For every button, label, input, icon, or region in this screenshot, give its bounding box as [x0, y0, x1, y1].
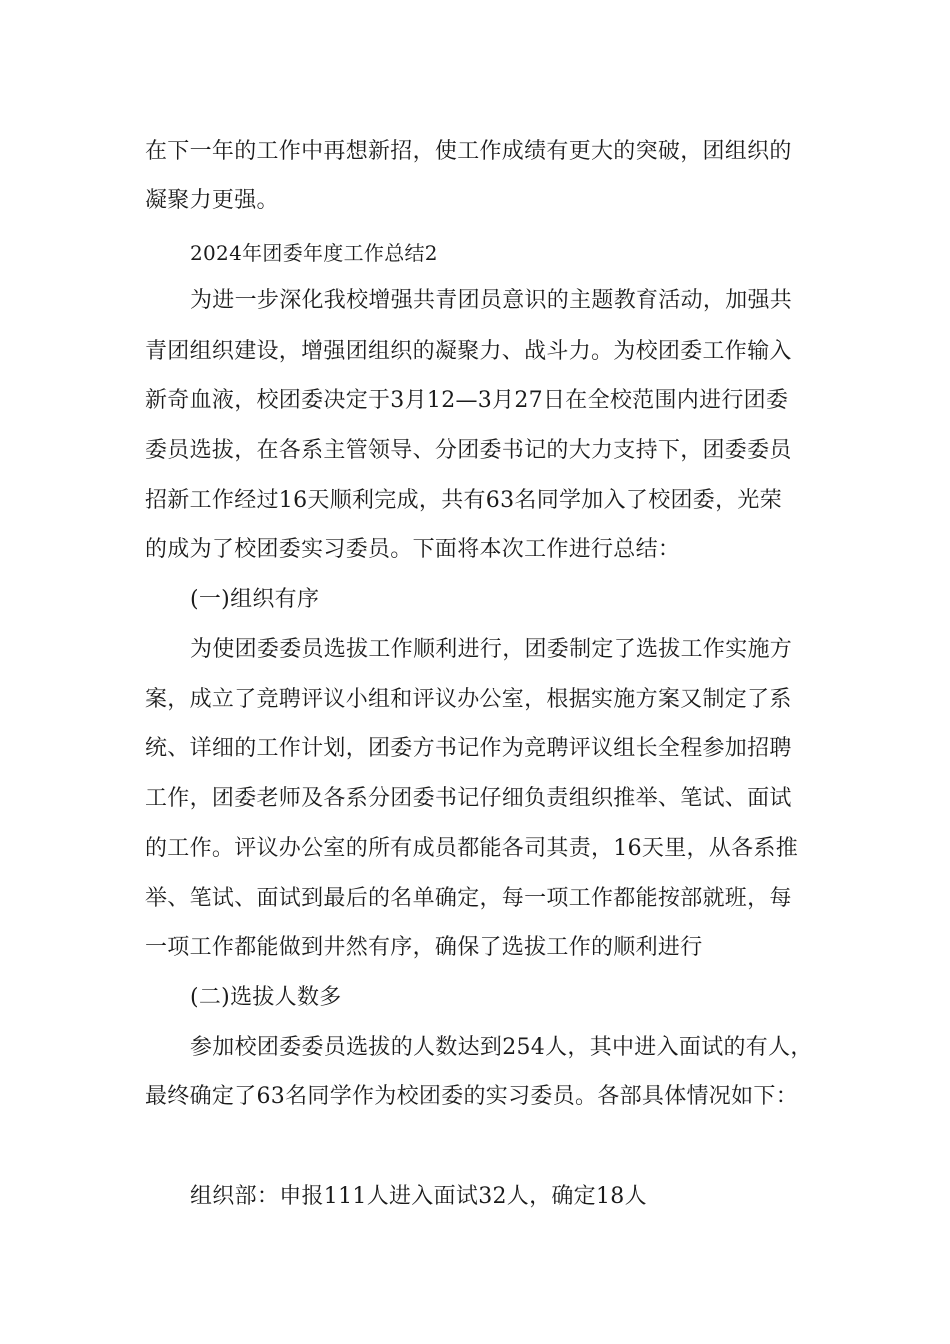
paragraph-line: 凝聚力更强。	[145, 188, 279, 213]
paragraph-line: 招新工作经过16天顺利完成，共有63名同学加入了校团委，光荣	[145, 488, 782, 513]
paragraph-line: 青团组织建设，增强团组织的凝聚力、战斗力。为校团委工作输入	[145, 339, 792, 364]
paragraph-line: 新奇血液，校团委决定于3月12—3月27日在全校范围内进行团委	[145, 388, 789, 413]
paragraph-line: 参加校团委委员选拔的人数达到254人，其中进入面试的有人，	[190, 1035, 813, 1060]
paragraph-line: 委员选拔，在各系主管领导、分团委书记的大力支持下，团委委员	[145, 438, 792, 463]
paragraph-line: 在下一年的工作中再想新招，使工作成绩有更大的突破，团组织的	[145, 139, 792, 164]
paragraph-line: 为使团委委员选拔工作顺利进行，团委制定了选拔工作实施方	[190, 637, 793, 662]
paragraph-line: 为进一步深化我校增强共青团员意识的主题教育活动，加强共	[190, 288, 793, 313]
subsection-heading: (二)选拔人数多	[190, 985, 342, 1010]
paragraph-line: 一项工作都能做到井然有序，确保了选拔工作的顺利进行	[145, 935, 703, 960]
paragraph-line: 工作，团委老师及各系分团委书记仔细负责组织推举、笔试、面试	[145, 786, 792, 811]
section-title: 2024年团委年度工作总结2	[190, 241, 438, 265]
paragraph-line: 统、详细的工作计划，团委方书记作为竞聘评议组长全程参加招聘	[145, 736, 792, 761]
list-item: 组织部：申报111人进入面试32人，确定18人	[190, 1184, 647, 1209]
subsection-heading: (一)组织有序	[190, 587, 320, 612]
paragraph-line: 举、笔试、面试到最后的名单确定，每一项工作都能按部就班，每	[145, 886, 792, 911]
paragraph-line: 的工作。评议办公室的所有成员都能各司其责，16天里，从各系推	[145, 836, 798, 861]
paragraph-line: 最终确定了63名同学作为校团委的实习委员。各部具体情况如下：	[145, 1084, 798, 1109]
paragraph-line: 案，成立了竞聘评议小组和评议办公室，根据实施方案又制定了系	[145, 687, 792, 712]
paragraph-line: 的成为了校团委实习委员。下面将本次工作进行总结：	[145, 537, 681, 562]
